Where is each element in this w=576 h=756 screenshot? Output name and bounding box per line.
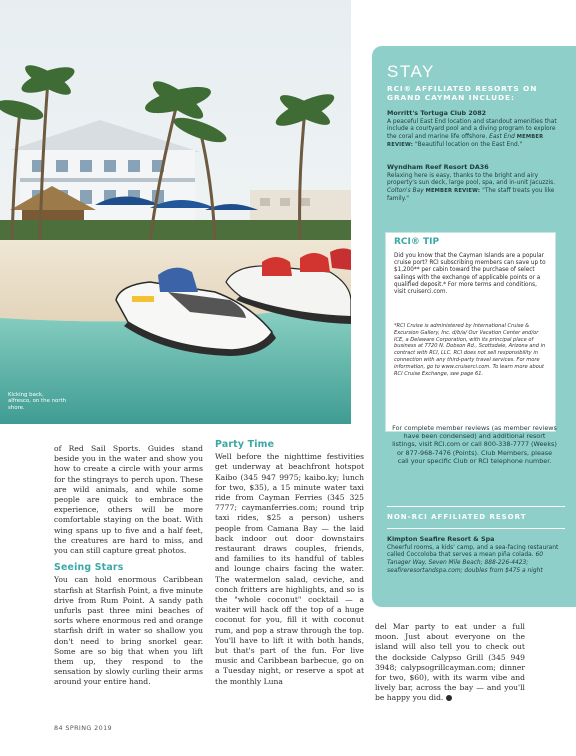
article-column-3: [375, 622, 525, 704]
resort-name: Wyndham Reef Resort DA36: [387, 163, 489, 171]
section-heading-party-time: Party Time: [215, 439, 275, 450]
tip-title: RCI® TIP: [394, 237, 440, 247]
stay-sidebar: [372, 46, 576, 607]
sidebar-title: STAY: [387, 62, 435, 81]
resort-name: Kimpton Seafire Resort & Spa: [387, 535, 495, 543]
article-paragraph: of Red Sail Sports. Guides stand beside you in the water and show you how to create a circle with your arms for the stingrays to perch upon. These are wild animals, and while some people are quick to embrace the experience, others will be more comfortable staying on the boat. With wing spans up to five and a half feet, the creatures are hard to miss, and you can still capture great photos.: [54, 444, 203, 556]
non-rci-heading: NON-RCI AFFILIATED RESORT: [387, 513, 527, 521]
resort-name: Morritt's Tortuga Club 2082: [387, 109, 487, 117]
section-heading-seeing-stars: Seeing Stars: [54, 562, 124, 574]
photo-caption: Kicking back, alfresco, on the north shore.: [8, 392, 67, 411]
member-review: "The staff treats you like family.": [387, 188, 555, 202]
sidebar-subtitle: RCI® AFFILIATED RESORTS ON GRAND CAYMAN INCLUDE:: [387, 84, 538, 102]
member-review: "Beautiful location on the East End.": [414, 141, 523, 148]
tip-body: Did you know that the Cayman Islands are a popular cruise port? RCI subscribing members can save up to $1,200** per cabin toward the purchase of select sailings with the exchange of applicable points or a qualified deposit.* For more terms and conditions, visit cruiserci.com.: [394, 253, 546, 296]
divider: [387, 528, 565, 529]
beach-jetski-illustration: [0, 0, 351, 424]
hero-photo: [0, 0, 351, 424]
resort-description: Cheerful rooms, a kids' camp, and a sea-facing restaurant called Coccoloba that serves a mean piña colada.: [387, 544, 559, 559]
member-review-label: MEMBER REVIEW:: [387, 134, 544, 148]
divider: [387, 506, 565, 507]
resort-description: A peaceful East End location and standout amenities that include a courtyard pool and a diving program to explore the coral and marine life offshore.: [387, 118, 557, 141]
article-column-1: [54, 444, 203, 688]
resort-listing: [387, 164, 565, 204]
article-paragraph: Well before the nighttime festivities get underway at beachfront hotspot Kaibo (345 947 9975; kaibo.ky; lunch for two, $35), a 15 minute water taxi ride from Cayman Ferries (345 325 7777; caymanferries.com; round trip taxi rides, $25 a person) ushers people from Camana Bay — the laid back indoor out door downstairs restaurant draws couples, friends, and families to its handful of tables and lounge chairs facing the water. The watermelon salad, ceviche, and conch fritters are highlights, and so is the "whole coconut" cocktail — a waiter will hack off the top of a huge coconut for you, fill it with coconut rum, and pop a straw through the top. You'll have to lift it with both hands, but that's part of the fun. For live music and Caribbean barbecue, go on a Tuesday night, or reserve a spot at the monthly Luna: [215, 452, 364, 686]
resort-contact: 60 Tanager Way, Seven Mile Beach; 888-226-4423; seafireresortandspa.com; doubles from $475 a night: [387, 552, 543, 574]
resort-listing: [387, 536, 565, 576]
tip-fine-print: *RCI Cruise is administered by International Cruise & Excursion Gallery, Inc. d/b/a/ Our Vacation Center and/or ICE, a Delaware Corporation, with its principal place of business at 7720 N. Dobson Rd., Scottsdale, Arizona and in contract with RCI, LLC. RCI does not sell responsibility in connection with any third-party travel services. For more information, go to www.cruiserci.com. To learn more about RCI Cruise Exchange, see page 61.: [394, 323, 546, 377]
article-column-2: [215, 440, 364, 687]
resort-listing: [387, 110, 565, 150]
resort-location: Colton's Bay: [387, 188, 424, 195]
end-mark-icon: [446, 695, 452, 701]
member-review-label: MEMBER REVIEW:: [425, 188, 481, 195]
page-folio: 84 SPRING 2019: [54, 724, 113, 732]
rci-tip-box: [385, 232, 556, 432]
article-paragraph: del Mar party to eat under a full moon. Just about everyone on the island will also tell you to check out the dockside Calypso Grill (345 949 3948; calypsogrillcayman.com; dinner for two, $60), with its warm vibe and lively bar, across the bay — and you'll be happy you did.: [375, 622, 525, 703]
member-reviews-note: For complete member reviews (as member reviews have been condensed) and additional resort listings, visit RCI.com or call 800-338-7777 (Weeks) or 877-968-7476 (Points). Club Members, please call your specific Club or RCI telephone number.: [392, 424, 557, 465]
resort-location: East End: [489, 134, 515, 141]
article-paragraph: You can hold enormous Caribbean starfish at Starfish Point, a five minute drive from Rum Point. A sandy path unfurls past three mini beaches of sorts where enormous red and orange starfish drift in water so shallow you don't need to bring snorkel gear. Some are so big that when you lift them up, they respond to the sensation by slowly curling their arms around your entire hand.: [54, 575, 203, 687]
resort-description: Relaxing here is easy, thanks to the bright and airy property's sun deck, large pool, spa, and in-unit Jacuzzis.: [387, 172, 556, 187]
